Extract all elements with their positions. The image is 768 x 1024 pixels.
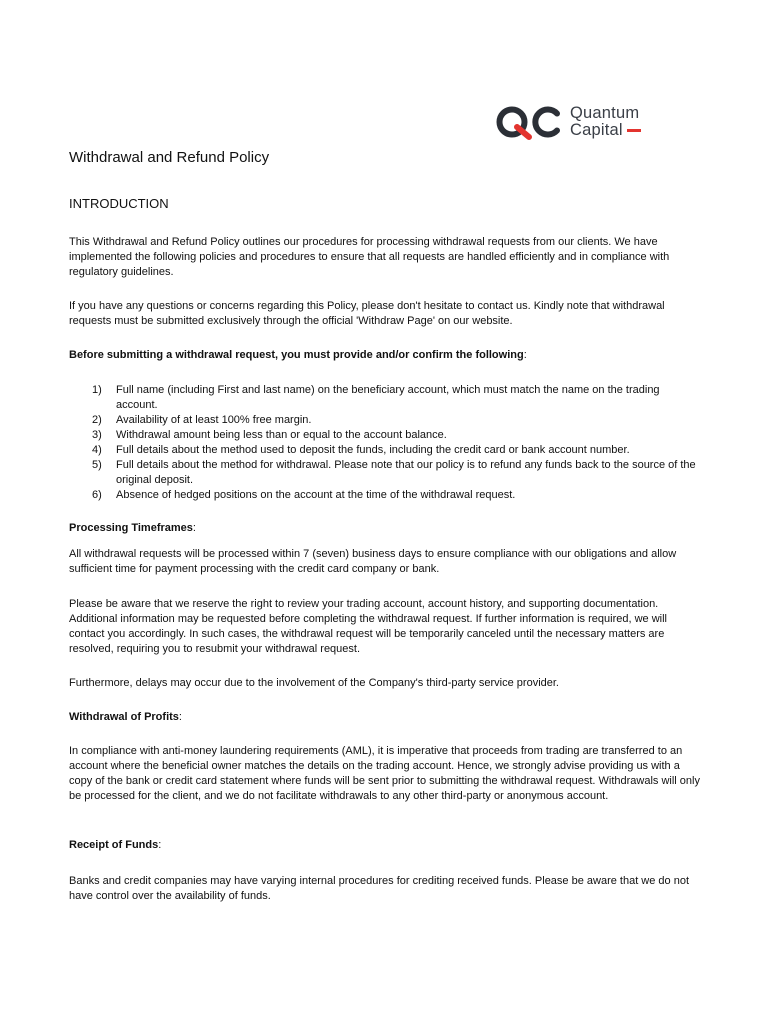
receipt-paragraph: Banks and credit companies may have varying internal procedures for crediting received funds. Please be aware that we do not have control over the availability of funds.	[69, 875, 690, 902]
logo-wordmark	[570, 105, 641, 139]
logo-line-2: Capital	[570, 122, 641, 139]
list-item: 2) Availability of at least 100% free margin.	[92, 414, 312, 426]
intro-paragraph-2: If you have any questions or concerns regarding this Policy, please don't hesitate to contact us. Kindly note that withdrawal requests must be submitted exclusively through the official 'Withdraw Page' on our website.	[69, 300, 665, 327]
processing-paragraph-3: Furthermore, delays may occur due to the involvement of the Company's third-party service provider.	[69, 677, 559, 689]
profits-heading: Withdrawal of Profits:	[69, 711, 182, 723]
list-item: 4) Full details about the method used to deposit the funds, including the credit card or bank account number.	[92, 444, 630, 456]
logo-accent-bar	[627, 129, 641, 132]
processing-paragraph-1: All withdrawal requests will be processed within 7 (seven) business days to ensure compliance with our obligations and allow sufficient time for payment processing with the credit card company or bank.	[69, 548, 677, 575]
list-item: 5) Full details about the method for withdrawal. Please note that our policy is to refund any funds back to the source of the original deposit.	[92, 459, 696, 486]
list-item: 6) Absence of hedged positions on the account at the time of the withdrawal request.	[92, 489, 516, 501]
qc-logo-mark-icon	[495, 104, 563, 140]
profits-paragraph: In compliance with anti-money laundering requirements (AML), it is imperative that proceeds from trading are transferred to an account where the beneficial owner matches the details on the trading account. Hence, we strongly advise providing us with a copy of the bank or credit card statement where funds will be sent prior to submitting the withdrawal request. Withdrawals will only be processed for the client, and we do not facilitate withdrawals to any other third-party or anonymous account.	[69, 745, 700, 802]
company-logo	[495, 104, 641, 140]
logo-line-1: Quantum	[570, 104, 640, 122]
intro-paragraph-1: This Withdrawal and Refund Policy outlines our procedures for processing withdrawal requests from our clients. We have implemented the following policies and procedures to ensure that all requests are handled efficiently and in compliance with regulatory guidelines.	[69, 236, 670, 278]
receipt-heading: Receipt of Funds:	[69, 839, 162, 851]
list-item: 3) Withdrawal amount being less than or equal to the account balance.	[92, 429, 447, 441]
intro-heading: INTRODUCTION	[69, 196, 169, 211]
document-title: Withdrawal and Refund Policy	[69, 149, 270, 166]
list-item: 1) Full name (including First and last name) on the beneficiary account, which must match the name on the trading account.	[92, 384, 660, 411]
requirements-list	[69, 383, 701, 503]
requirements-heading: Before submitting a withdrawal request, you must provide and/or confirm the following:	[69, 349, 527, 361]
processing-heading: Processing Timeframes:	[69, 522, 196, 534]
processing-paragraph-2: Please be aware that we reserve the right to review your trading account, account history, and supporting documentation. Additional information may be requested before completing the withdrawal request. If further information is required, we will contact you accordingly. In such cases, the withdrawal request will be temporarily canceled until the necessary matters are resolved, requiring you to resubmit your withdrawal request.	[69, 598, 667, 655]
